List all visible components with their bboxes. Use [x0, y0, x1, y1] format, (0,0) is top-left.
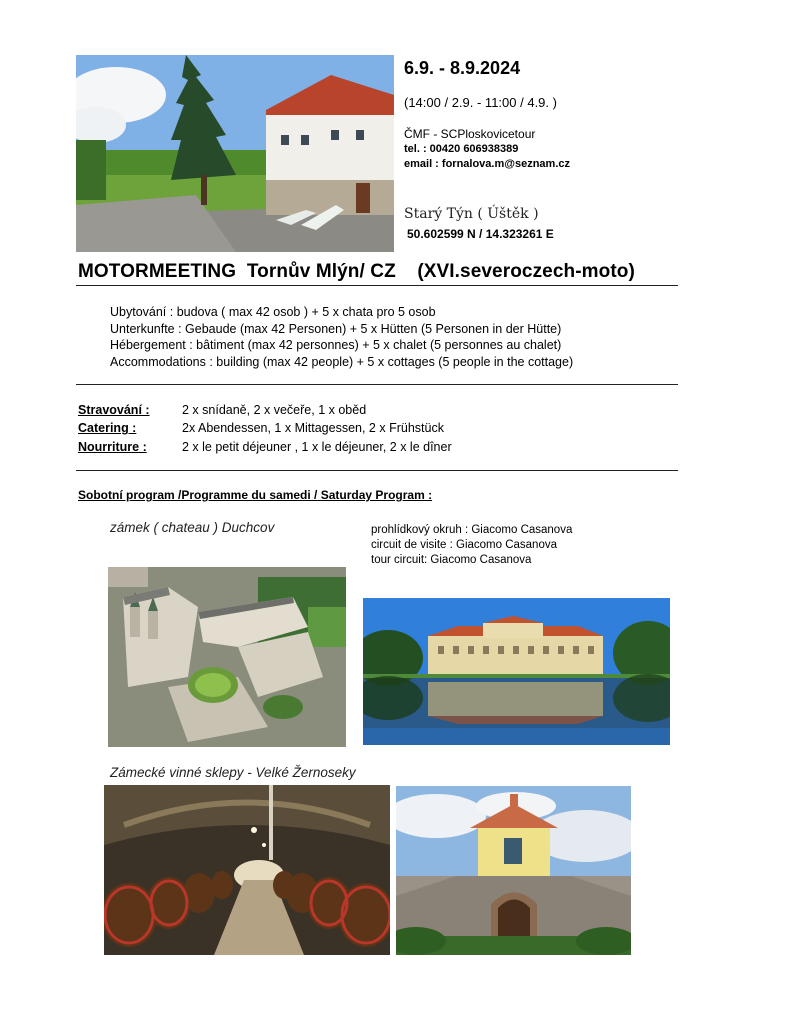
event-dates: 6.9. - 8.9.2024 — [404, 58, 521, 78]
photo-vineyard-pavilion — [396, 786, 631, 955]
page-title: MOTORMEETING Tornův Mlýn/ CZ (XVI.severoczech-moto) — [78, 261, 635, 282]
event-times: (14:00 / 2.9. - 11:00 / 4.9. ) — [404, 95, 557, 110]
divider — [76, 285, 678, 286]
photo-duchcov-aerial — [108, 567, 346, 747]
meal-label: Nourriture : — [78, 440, 147, 454]
accommodation-line: Ubytování : budova ( max 42 osob ) + 5 x chata pro 5 osob — [110, 305, 436, 319]
gps-coordinates: 50.602599 N / 14.323261 E — [407, 227, 554, 241]
program-heading: Sobotní program /Programme du samedi / Saturday Program : — [78, 488, 433, 502]
tour-line: tour circuit: Giacomo Casanova — [371, 554, 532, 566]
divider — [76, 384, 678, 385]
meal-text: 2 x snídaně, 2 x večeře, 1 x oběd — [182, 403, 367, 417]
tour-line: prohlídkový okruh : Giacomo Casanova — [371, 524, 573, 536]
photo-mill-building — [76, 55, 394, 252]
accommodation-line: Hébergement : bâtiment (max 42 personnes) + 5 x chalet (5 personnes au chalet) — [110, 338, 562, 352]
contact-phone: tel. : 00420 606938389 — [404, 143, 519, 155]
accommodation-line: Accommodations : building (max 42 people) + 5 x cottages (5 people in the cottage) — [110, 355, 574, 369]
meal-label: Catering : — [78, 421, 137, 435]
meal-text: 2x Abendessen, 1 x Mittagessen, 2 x Frühstück — [182, 421, 444, 435]
photo-duchcov-lake — [363, 598, 670, 745]
meal-label: Stravování : — [78, 403, 150, 417]
castle-caption: zámek ( chateau ) Duchcov — [110, 520, 275, 535]
location-name: Starý Týn ( Úštěk ) — [404, 206, 539, 222]
wine-cellar-caption: Zámecké vinné sklepy - Velké Žernoseky — [110, 765, 356, 780]
organizer: ČMF - SCPloskovicetour — [404, 127, 536, 141]
contact-email: email : fornalova.m@seznam.cz — [404, 158, 571, 170]
photo-wine-cellar — [104, 785, 390, 955]
accommodation-line: Unterkunfte : Gebaude (max 42 Personen) + 5 x Hütten (5 Personen in der Hütte) — [110, 322, 562, 336]
tour-line: circuit de visite : Giacomo Casanova — [371, 539, 557, 551]
divider — [76, 470, 678, 471]
meal-text: 2 x le petit déjeuner , 1 x le déjeuner, 2 x le dîner — [182, 440, 452, 454]
